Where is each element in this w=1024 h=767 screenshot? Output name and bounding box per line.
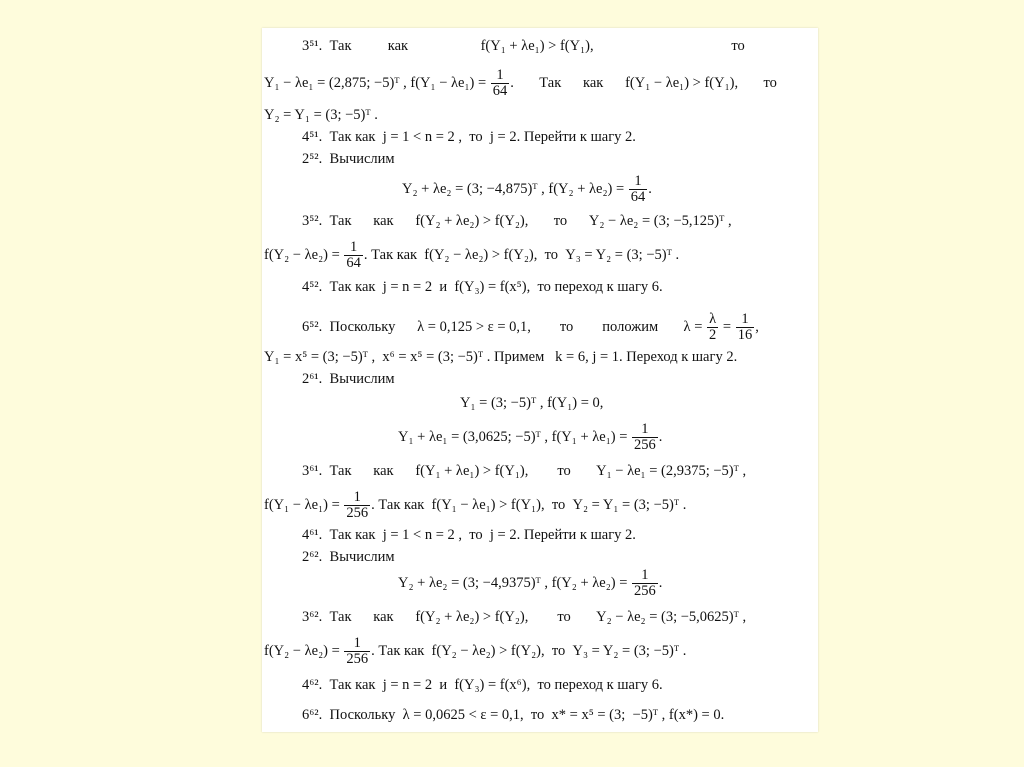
line-text: Поскольку λ = 0,0625 < ε = 0,1, то x* = x⁵ = (3; −5)ᵀ , f(x*) = 0. xyxy=(329,707,725,723)
line-text: f(Y₂ − λe₂) = xyxy=(264,642,344,659)
fraction-numerator: 1 xyxy=(491,68,510,84)
line-text: Y₂ = Y₁ = (3; −5)ᵀ . xyxy=(264,107,378,123)
fraction-numerator: λ xyxy=(707,312,718,328)
line-2-52 xyxy=(302,150,395,168)
line-text: Y₁ + λe₁ = (3,0625; −5)ᵀ , f(Y₁ + λe₁) = xyxy=(398,428,632,445)
line-y2-eq xyxy=(264,106,378,124)
fraction-numerator: 1 xyxy=(344,490,370,506)
step-label: 3⁶¹. xyxy=(302,463,323,479)
line-text: Так как f(Y₁ + λe₁) > f(Y₁), то xyxy=(329,38,745,54)
line-y1-val xyxy=(460,394,603,412)
line-3-52 xyxy=(302,212,732,230)
line-4-52 xyxy=(302,278,663,296)
fraction-numerator: 1 xyxy=(632,422,658,438)
line-6-62 xyxy=(302,706,724,724)
step-label: 3⁵². xyxy=(302,213,323,229)
line-f-y2-minus-2 xyxy=(264,636,686,667)
line-text: Y₁ = x⁵ = (3; −5)ᵀ , x⁶ = x⁵ = (3; −5)ᵀ . Примем k = 6, j = 1. Переход к шагу 2. xyxy=(264,349,738,365)
line-text: Так как j = 1 < n = 2 , то j = 2. Перейти к шагу 2. xyxy=(329,129,636,145)
line-4-62 xyxy=(302,676,663,694)
line-text: f(Y₂ − λe₂) = xyxy=(264,246,344,263)
line-text: f(Y₁ − λe₁) = xyxy=(264,496,344,513)
line-y1-x5 xyxy=(264,348,737,366)
line-f-y1-minus xyxy=(264,490,686,521)
line-3-62 xyxy=(302,608,746,626)
step-label: 3⁶². xyxy=(302,609,323,625)
line-text: Так как f(Y₂ + λe₂) > f(Y₂), то Y₂ − λe₂ = (3; −5,0625)ᵀ , xyxy=(329,609,747,625)
line-text: Y₂ + λe₂ = (3; −4,9375)ᵀ , f(Y₂ + λe₂) = xyxy=(398,574,632,591)
step-label: 4⁵². xyxy=(302,279,323,295)
fraction-denominator: 64 xyxy=(346,255,361,271)
step-label: 4⁶². xyxy=(302,677,323,693)
step-label: 6⁵². xyxy=(302,318,323,335)
line-text: Вычислим xyxy=(329,371,395,387)
line-6-52 xyxy=(302,312,759,343)
step-label: 3⁵¹. xyxy=(302,38,323,54)
fraction xyxy=(344,636,370,667)
line-text: Так как f(Y₂ + λe₂) > f(Y₂), то Y₂ − λe₂ = (3; −5,125)ᵀ , xyxy=(329,213,732,229)
line-text-after: . Так как f(Y₂ − λe₂) > f(Y₂), то Y₃ = Y₂ = (3; −5)ᵀ . xyxy=(371,642,687,659)
line-text-after: . xyxy=(658,428,663,445)
step-label: 6⁶². xyxy=(302,707,323,723)
line-y1-plus xyxy=(398,422,662,453)
line-text: Вычислим xyxy=(329,549,395,565)
fraction-numerator: 1 xyxy=(632,568,658,584)
line-text: Вычислим xyxy=(329,151,395,167)
step-label: 4⁶¹. xyxy=(302,527,323,543)
fraction xyxy=(632,422,658,453)
fraction xyxy=(491,68,510,99)
fraction xyxy=(344,490,370,521)
document-page xyxy=(262,28,818,732)
line-4-51 xyxy=(302,128,636,146)
line-text: Y₂ + λe₂ = (3; −4,875)ᵀ , f(Y₂ + λe₂) = xyxy=(402,180,628,197)
fraction xyxy=(629,174,648,205)
fraction xyxy=(736,312,755,343)
line-text-after: . xyxy=(658,574,663,591)
fraction-denominator: 2 xyxy=(709,327,717,343)
fraction-numerator: 1 xyxy=(629,174,648,190)
fraction-numerator: 1 xyxy=(344,240,363,256)
fraction-denominator: 256 xyxy=(346,651,369,667)
line-text: Так как j = n = 2 и f(Y₃) = f(x⁶), то переход к шагу 6. xyxy=(329,677,663,693)
line-text-after: . xyxy=(648,180,652,197)
fraction-denominator: 256 xyxy=(346,505,369,521)
line-y2-plus-2 xyxy=(398,568,662,599)
step-label: 2⁶¹. xyxy=(302,371,323,387)
fraction xyxy=(344,240,363,271)
fraction xyxy=(632,568,658,599)
line-text: Так как j = n = 2 и f(Y₃) = f(x⁵), то переход к шагу 6. xyxy=(329,279,663,295)
line-text: Поскольку λ = 0,125 > ε = 0,1, то положим λ = xyxy=(329,318,707,335)
fraction-denominator: 256 xyxy=(634,583,656,599)
fraction-denominator: 16 xyxy=(737,327,753,343)
fraction-denominator: 256 xyxy=(634,437,656,453)
line-text-after: . Так как f(Y₁ − λe₁) > f(Y₁), то xyxy=(510,74,777,91)
line-text: Y₁ − λe₁ = (2,875; −5)ᵀ , f(Y₁ − λe₁) = xyxy=(264,74,490,91)
fraction-numerator: 1 xyxy=(344,636,370,652)
line-text-after: . Так как f(Y₂ − λe₂) > f(Y₂), то Y₃ = Y₂ = (3; −5)ᵀ . xyxy=(363,246,680,263)
line-text-after: . Так как f(Y₁ − λe₁) > f(Y₁), то Y₂ = Y₁ = (3; −5)ᵀ . xyxy=(371,496,687,513)
line-3-51 xyxy=(302,37,745,55)
line-4-61 xyxy=(302,526,636,544)
line-text: Так как f(Y₁ + λe₁) > f(Y₁), то Y₁ − λe₁ = (2,9375; −5)ᵀ , xyxy=(329,463,747,479)
line-2-61 xyxy=(302,370,395,388)
fraction-denominator: 64 xyxy=(492,83,508,99)
fraction-denominator: 64 xyxy=(630,189,646,205)
line-2-62 xyxy=(302,548,395,566)
step-label: 2⁵². xyxy=(302,151,323,167)
line-text-after: = xyxy=(719,318,735,335)
step-label: 2⁶². xyxy=(302,549,323,565)
step-label: 4⁵¹. xyxy=(302,129,323,145)
line-3-61 xyxy=(302,462,746,480)
line-y1-minus xyxy=(264,68,777,99)
line-text: Так как j = 1 < n = 2 , то j = 2. Перейти к шагу 2. xyxy=(329,527,636,543)
line-text-after: , xyxy=(755,318,759,335)
line-text: Y₁ = (3; −5)ᵀ , f(Y₁) = 0, xyxy=(460,395,604,411)
line-y2-plus xyxy=(402,174,652,205)
fraction-lambda xyxy=(707,312,718,343)
fraction-numerator: 1 xyxy=(736,312,755,328)
line-f-y2-minus xyxy=(264,240,679,271)
